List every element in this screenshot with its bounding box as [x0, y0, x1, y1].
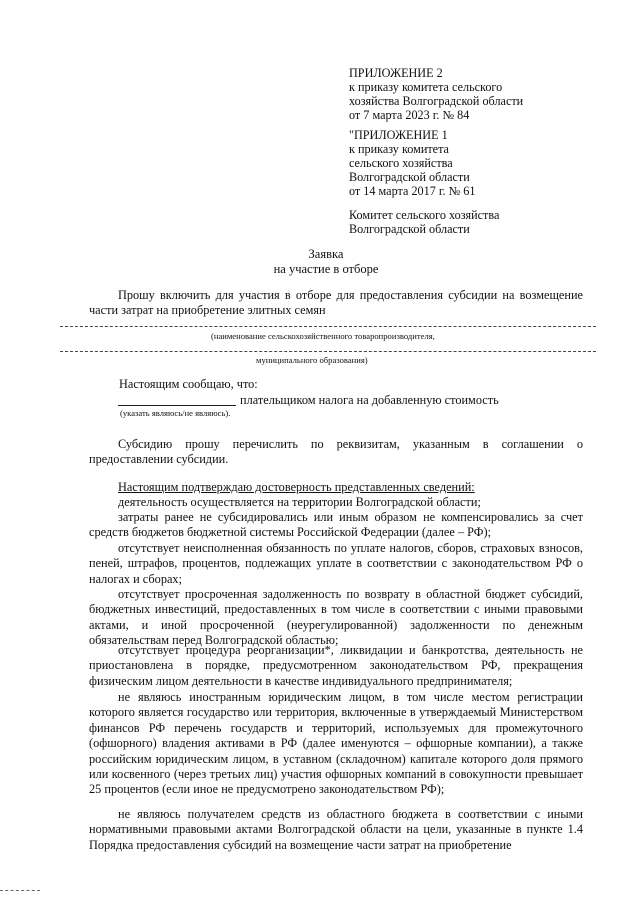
appendix-2-title: ПРИЛОЖЕНИЕ 2 — [349, 66, 443, 80]
confirm-item: не являюсь получателем средств из областного бюджета в соответствии с иными нормативными правовыми актами Волгоградской области на цели, указанные в пункте 1.4 Порядка предоставления субсидий на возмещение части затрат на приобретение — [89, 807, 583, 852]
municipality-fill-line — [60, 351, 596, 352]
confirm-heading: Настоящим подтверждаю достоверность представленных сведений: — [118, 480, 475, 494]
document-title: Заявка — [308, 247, 344, 261]
name-fill-line — [60, 326, 596, 327]
vat-caption: (указать являюсь/не являюсь). — [120, 408, 231, 418]
name-caption: (наименование сельскохозяйственного товаропроизводителя, — [211, 331, 435, 341]
appendix-2-date: от 7 марта 2023 г. № 84 — [349, 108, 470, 122]
confirm-item: отсутствует неисполненная обязанность по уплате налогов, сборов, страховых взносов, пеней, штрафов, процентов, подлежащих уплате в соответствии с законодательством РФ о налогах и сборах; — [89, 541, 583, 586]
municipality-caption: муниципального образования) — [256, 355, 368, 365]
confirm-item: отсутствует просроченная задолженность по возврату в областной бюджет субсидий, бюджетных инвестиций, предоставленных в том числе в соответствии с иными правовыми актами, и иной просроченной (неурегулированной) задолженности по денежным обязательствам перед Волгоградской областью; — [89, 587, 583, 648]
appendix-1-line: сельского хозяйства — [349, 156, 453, 170]
confirm-item: деятельность осуществляется на территории Волгоградской области; — [118, 495, 481, 509]
document-subtitle: на участие в отборе — [273, 262, 379, 276]
addressee-line: Волгоградской области — [349, 222, 470, 236]
appendix-2-line: хозяйства Волгоградской области — [349, 94, 524, 108]
appendix-1-date: от 14 марта 2017 г. № 61 — [349, 184, 476, 198]
confirm-item: не являюсь иностранным юридическим лицом, в том числе местом регистрации которого является государство или территория, включенные в утверждаемый Министерством финансов РФ перечень государств и территорий, используемых для промежуточного (офшорного) владения активами в РФ (далее именуются – офшорные компании), а также российским юридическим лицом, в уставном (складочном) капитале которого доля прямого или косвенного (через третьих лиц) участия офшорных компаний в совокупности превышает 25 процентов (если иное не предусмотрено законодательством РФ); — [89, 690, 583, 797]
confirm-item: отсутствует процедура реорганизации*, ликвидации и банкротства, деятельность не приостановлена в порядке, предусмотренном законодательством РФ, прекращения физическим лицом деятельности в качестве индивидуального предпринимателя; — [89, 643, 583, 688]
confirm-item: затраты ранее не субсидировались или иным образом не компенсировались за счет средств бюджетов бюджетной системы Российской Федерации (далее – РФ); — [89, 510, 583, 540]
transfer-paragraph: Субсидию прошу перечислить по реквизитам, указанным в соглашении о предоставлении субсидии. — [89, 437, 583, 467]
appendix-1-title: "ПРИЛОЖЕНИЕ 1 — [349, 128, 448, 142]
vat-status-blank — [118, 405, 236, 406]
appendix-2-line: к приказу комитета сельского — [349, 80, 503, 94]
request-paragraph: Прошу включить для участия в отборе для предоставления субсидии на возмещение части затрат на приобретение элитных семян — [89, 288, 583, 318]
vat-text: плательщиком налога на добавленную стоимость — [240, 393, 499, 407]
addressee-line: Комитет сельского хозяйства — [349, 208, 500, 222]
notify-intro: Настоящим сообщаю, что: — [119, 377, 258, 391]
appendix-1-line: Волгоградской области — [349, 170, 470, 184]
page-edge-mark — [0, 890, 40, 891]
appendix-1-line: к приказу комитета — [349, 142, 449, 156]
